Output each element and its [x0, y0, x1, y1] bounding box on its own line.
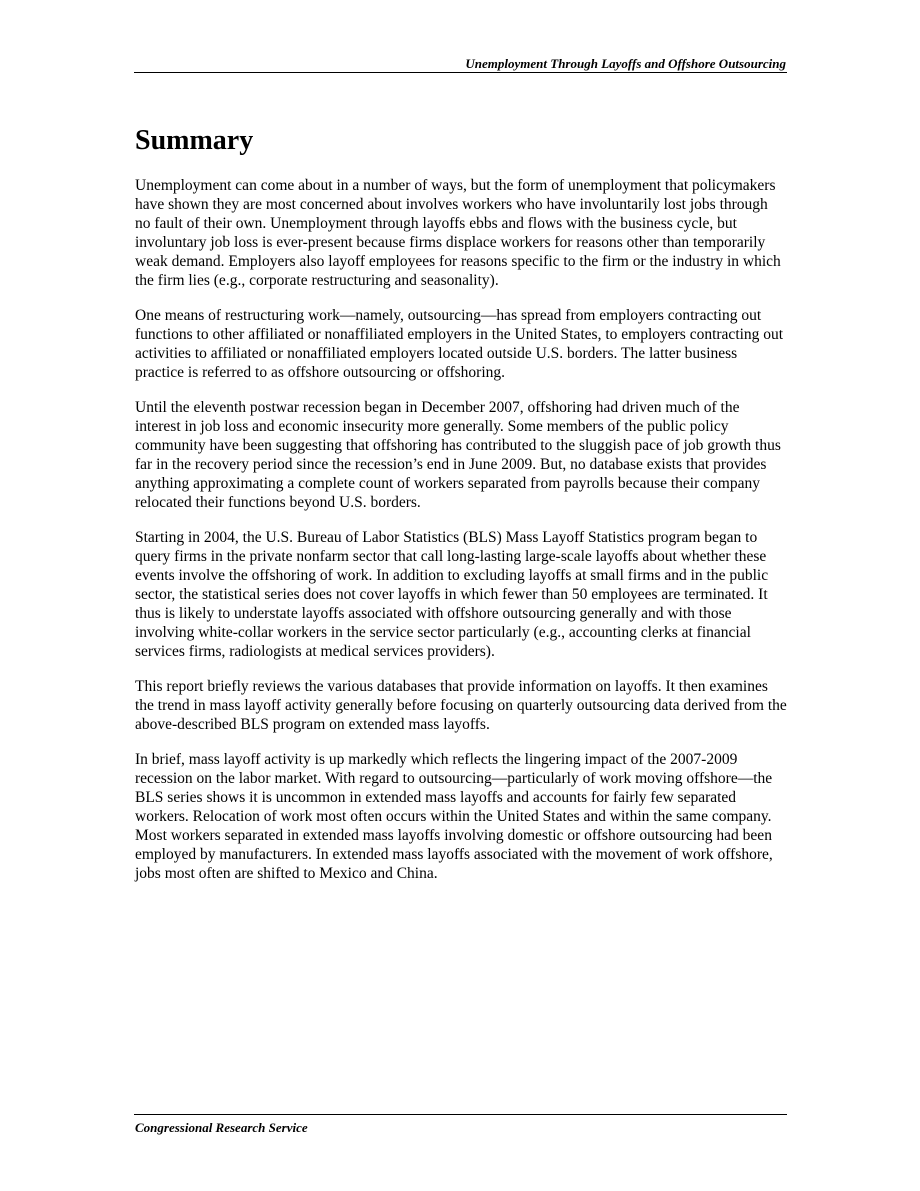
- running-header: Unemployment Through Layoffs and Offshore Outsourcing: [465, 56, 786, 71]
- header-divider: [134, 72, 787, 73]
- footer-divider: [134, 1114, 787, 1115]
- paragraph: Unemployment can come about in a number of ways, but the form of unemployment that policymakers have shown they are most concerned about involves workers who have involuntarily lost jobs through no fault of their own. Unemployment through layoffs ebbs and flows with the business cycle, but involuntary job loss is ever-present because firms displace workers for reasons other than temporarily weak demand. Employers also layoff employees for reasons specific to the firm or the industry in which the firm lies (e.g., corporate restructuring and seasonality).: [135, 177, 781, 289]
- paragraph: Until the eleventh postwar recession began in December 2007, offshoring had driven much of the interest in job loss and economic insecurity more generally. Some members of the public policy community have been suggesting that offshoring has contributed to the sluggish pace of job growth thus far in the recovery period since the recession’s end in June 2009. But, no database exists that provides anything approximating a complete count of workers separated from payrolls because their company relocated their functions beyond U.S. borders.: [135, 399, 781, 511]
- paragraph: This report briefly reviews the various databases that provide information on layoffs. It then examines the trend in mass layoff activity generally before focusing on quarterly outsourcing data derived from the above-described BLS program on extended mass layoffs.: [135, 678, 787, 733]
- paragraph: Starting in 2004, the U.S. Bureau of Labor Statistics (BLS) Mass Layoff Statistics program began to query firms in the private nonfarm sector that call long-lasting large-scale layoffs about whether these events involve the offshoring of work. In addition to excluding layoffs at small firms and in the public sector, the statistical series does not cover layoffs in which fewer than 50 employees are terminated. It thus is likely to understate layoffs associated with offshore outsourcing generally and with those involving white-collar workers in the service sector particularly (e.g., accounting clerks at financial services firms, radiologists at medical services providers).: [135, 529, 769, 660]
- paragraph: In brief, mass layoff activity is up markedly which reflects the lingering impact of the 2007-2009 recession on the labor market. With regard to outsourcing—particularly of work moving offshore—the BLS series shows it is uncommon in extended mass layoffs and accounts for fairly few separated workers. Relocation of work most often occurs within the United States and within the same company. Most workers separated in extended mass layoffs involving domestic or offshore outsourcing had been employed by manufacturers. In extended mass layoffs associated with the movement of work offshore, jobs most often are shifted to Mexico and China.: [135, 751, 773, 882]
- paragraph: One means of restructuring work—namely, outsourcing—has spread from employers contracting out functions to other affiliated or nonaffiliated employers in the United States, to employers contracting out activities to affiliated or nonaffiliated employers located outside U.S. borders. The latter business practice is referred to as offshore outsourcing or offshoring.: [135, 307, 784, 381]
- summary-body: [135, 176, 787, 899]
- footer-source: Congressional Research Service: [135, 1120, 308, 1135]
- page-title: Summary: [135, 125, 254, 156]
